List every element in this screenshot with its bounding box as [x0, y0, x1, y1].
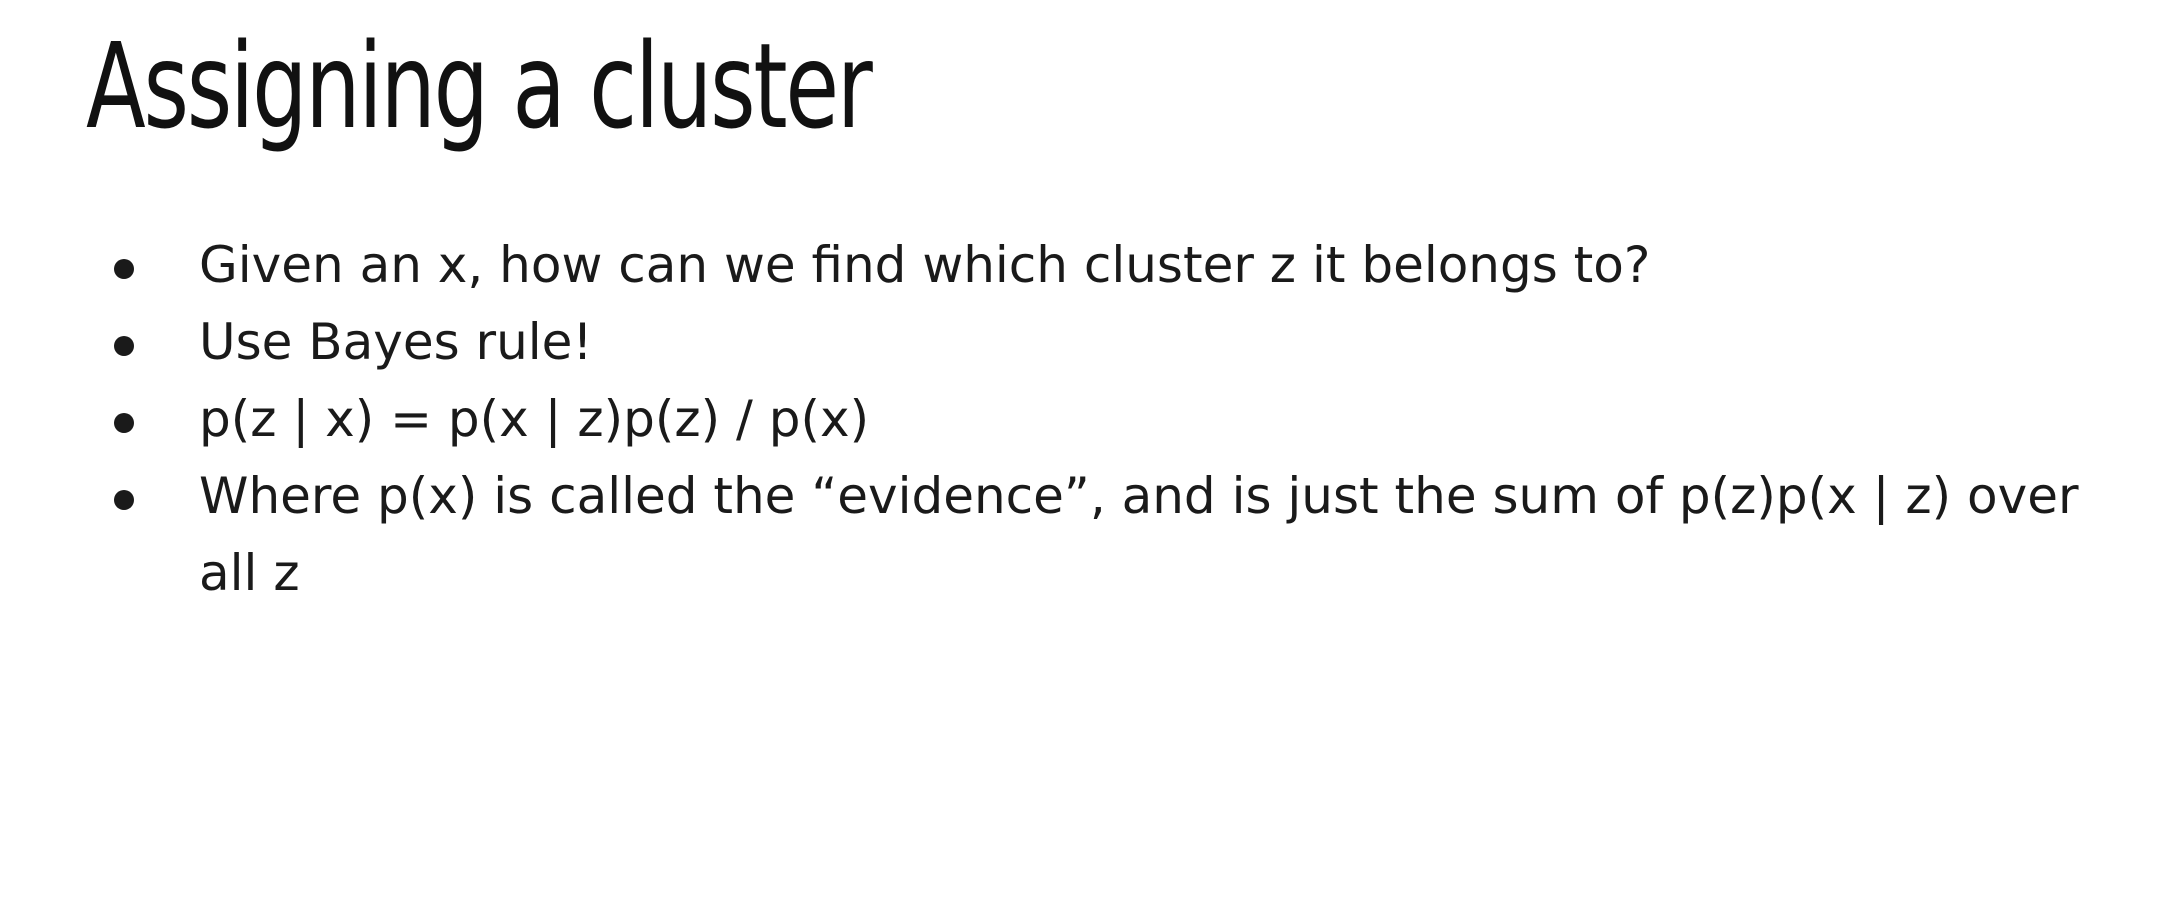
bullet-item: [0, 458, 2174, 612]
bullet-dot-icon: [114, 259, 134, 279]
bullet-item: [0, 227, 2174, 304]
bullet-list: [0, 227, 2174, 612]
bullet-text: Where p(x) is called the “evidence”, and is just the sum of p(z)p(x | z) over all z: [199, 467, 2079, 602]
bullet-text: Use Bayes rule!: [199, 313, 593, 371]
bullet-text: p(z | x) = p(x | z)p(z) / p(x): [199, 390, 870, 448]
bullet-dot-icon: [114, 490, 134, 510]
bullet-text: Given an x, how can we find which cluster z it belongs to?: [199, 236, 1651, 294]
bullet-dot-icon: [114, 413, 134, 433]
bullet-dot-icon: [114, 336, 134, 356]
bullet-item: [0, 381, 2174, 458]
slide-title: Assigning a cluster: [86, 17, 871, 155]
bullet-item: [0, 304, 2174, 381]
